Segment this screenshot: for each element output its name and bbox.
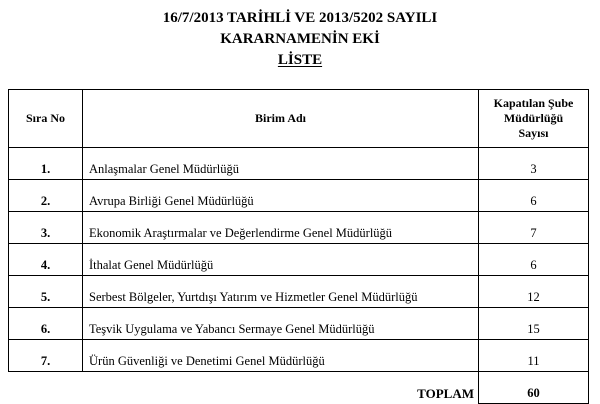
closed-branch-count: 7	[479, 212, 589, 244]
row-number: 3.	[9, 212, 83, 244]
closed-branch-count: 6	[479, 180, 589, 212]
closed-branches-table	[8, 89, 589, 404]
closed-branch-count: 11	[479, 340, 589, 372]
closed-branch-count: 6	[479, 244, 589, 276]
list-title: LİSTE	[277, 52, 323, 68]
column-header-count	[479, 90, 589, 148]
column-header-no: Sıra No	[9, 90, 83, 148]
table-header-row	[9, 90, 589, 148]
total-label: TOPLAM	[417, 385, 474, 401]
unit-name: Serbest Bölgeler, Yurtdışı Yatırım ve Hizmetler Genel Müdürlüğü	[83, 276, 479, 308]
row-number: 1.	[9, 148, 83, 180]
row-number: 7.	[9, 340, 83, 372]
unit-name: Avrupa Birliği Genel Müdürlüğü	[83, 180, 479, 212]
table-row	[9, 244, 589, 276]
decree-title: 16/7/2013 TARİHLİ VE 2013/5202 SAYILI	[162, 10, 438, 26]
column-header-count-line3: Sayısı	[518, 126, 549, 140]
total-spacer	[9, 372, 83, 404]
unit-name: Ekonomik Araştırmalar ve Değerlendirme Genel Müdürlüğü	[83, 212, 479, 244]
table-row	[9, 212, 589, 244]
column-header-count-line2: Müdürlüğü	[503, 111, 564, 125]
total-row	[9, 372, 589, 404]
document-header	[0, 8, 600, 71]
table-row	[9, 180, 589, 212]
unit-name: İthalat Genel Müdürlüğü	[83, 244, 479, 276]
row-number: 4.	[9, 244, 83, 276]
unit-name: Teşvik Uygulama ve Yabancı Sermaye Genel Müdürlüğü	[83, 308, 479, 340]
total-value: 60	[479, 372, 589, 404]
table-row	[9, 308, 589, 340]
row-number: 5.	[9, 276, 83, 308]
column-header-count-line1: Kapatılan Şube	[493, 96, 574, 110]
unit-name: Anlaşmalar Genel Müdürlüğü	[83, 148, 479, 180]
table-row	[9, 148, 589, 180]
closed-branch-count: 15	[479, 308, 589, 340]
row-number: 6.	[9, 308, 83, 340]
closed-branch-count: 12	[479, 276, 589, 308]
row-number: 2.	[9, 180, 83, 212]
closed-branch-count: 3	[479, 148, 589, 180]
unit-name: Ürün Güvenliği ve Denetimi Genel Müdürlüğü	[83, 340, 479, 372]
table-row	[9, 276, 589, 308]
annex-title: KARARNAMENİN EKİ	[220, 31, 380, 47]
column-header-name: Birim Adı	[83, 90, 479, 148]
table-row	[9, 340, 589, 372]
